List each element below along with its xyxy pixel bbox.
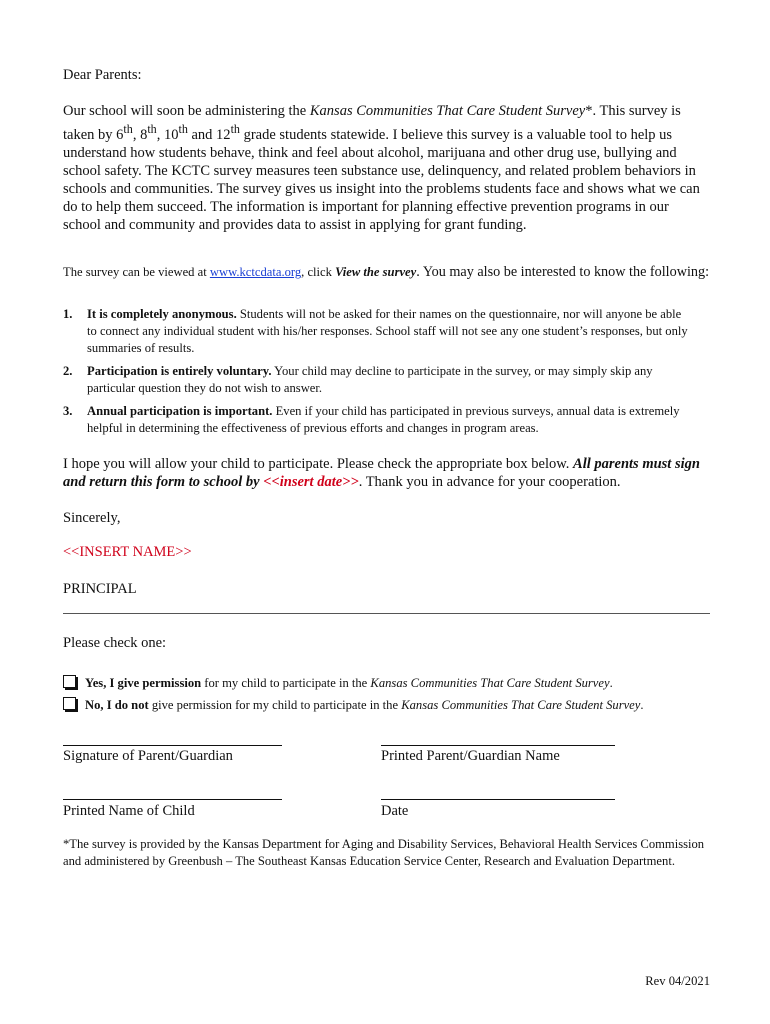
date-label: Date [381, 803, 409, 819]
parent-signature-line[interactable] [63, 745, 282, 746]
date-line[interactable] [381, 799, 615, 800]
hope-paragraph: I hope you will allow your child to participate. Please check the appropriate box below. All parents must sign and return this form to school by <<insert date>>. Thank you in advance for your cooperation. [63, 456, 700, 490]
permission-no-option[interactable]: No, I do not give permission for my child to participate in the Kansas Communities That Care Student Survey. [63, 697, 710, 714]
child-name-line[interactable] [63, 799, 282, 800]
closing-sincerely: Sincerely, [63, 510, 121, 526]
section-divider [63, 613, 710, 614]
kctc-link[interactable]: www.kctcdata.org [209, 265, 302, 279]
principal-title: PRINCIPAL [63, 581, 137, 597]
parent-signature-label: Signature of Parent/Guardian [63, 748, 233, 764]
intro-paragraph: Our school will soon be administering the Kansas Communities That Care Student Survey*. This survey is taken by 6th, 8th, 10th and 12th grade students statewide. I believe this survey is a valuable tool to help us understand how students behave, think and feel about alcohol, marijuana and other drug use, bullying and school safety. The KCTC survey measures teen substance use, delinquency, and related problem behaviors in schools and communities. The survey gives us insight into the problems students face and shows what we can do to help them succeed. The information is important for planning effective prevention programs in our school and community and provides data to assist in applying for grant funding. [63, 103, 700, 233]
list-item: 1. It is completely anonymous. Students will not be asked for their names on the questionnaire, nor will anyone be able to connect any individual student with his/her responses. School staff will not see any one student’s responses, but only summaries of results. [63, 307, 688, 355]
yes-checkbox[interactable] [63, 675, 76, 688]
printed-parent-name-line[interactable] [381, 745, 615, 746]
list-item: 2. Participation is entirely voluntary. Your child may decline to participate in the survey, or may simply skip any particular question they do not wish to answer. [63, 364, 653, 395]
view-survey-paragraph: The survey can be viewed at www.kctcdata.org, click View the survey. You may also be interested to know the following: [63, 264, 710, 280]
insert-date-placeholder: <<insert date>> [263, 474, 359, 490]
list-item: 3. Annual participation is important. Even if your child has participated in previous surveys, annual data is extremely helpful in determining the effectiveness of previous efforts and changes in program areas. [63, 404, 680, 435]
check-prompt: Please check one: [63, 635, 167, 651]
child-name-label: Printed Name of Child [63, 803, 195, 819]
survey-name: Kansas Communities That Care Student Survey [309, 103, 586, 119]
no-checkbox[interactable] [63, 697, 76, 710]
revision-label: Rev 04/2021 [645, 974, 710, 988]
permission-yes-option[interactable]: Yes, I give permission for my child to participate in the Kansas Communities That Care Student Survey. [63, 675, 710, 692]
info-list [63, 306, 693, 443]
insert-name-placeholder: <<INSERT NAME>> [63, 544, 192, 560]
footnote: *The survey is provided by the Kansas Department for Aging and Disability Services, Behavioral Health Services Commission and administered by Greenbush – The Southeast Kansas Education Service Center, Research and Evaluation Department. [63, 837, 705, 868]
view-survey-action: View the survey [335, 265, 417, 279]
greeting: Dear Parents: [63, 67, 142, 83]
printed-parent-name-label: Printed Parent/Guardian Name [381, 748, 560, 764]
